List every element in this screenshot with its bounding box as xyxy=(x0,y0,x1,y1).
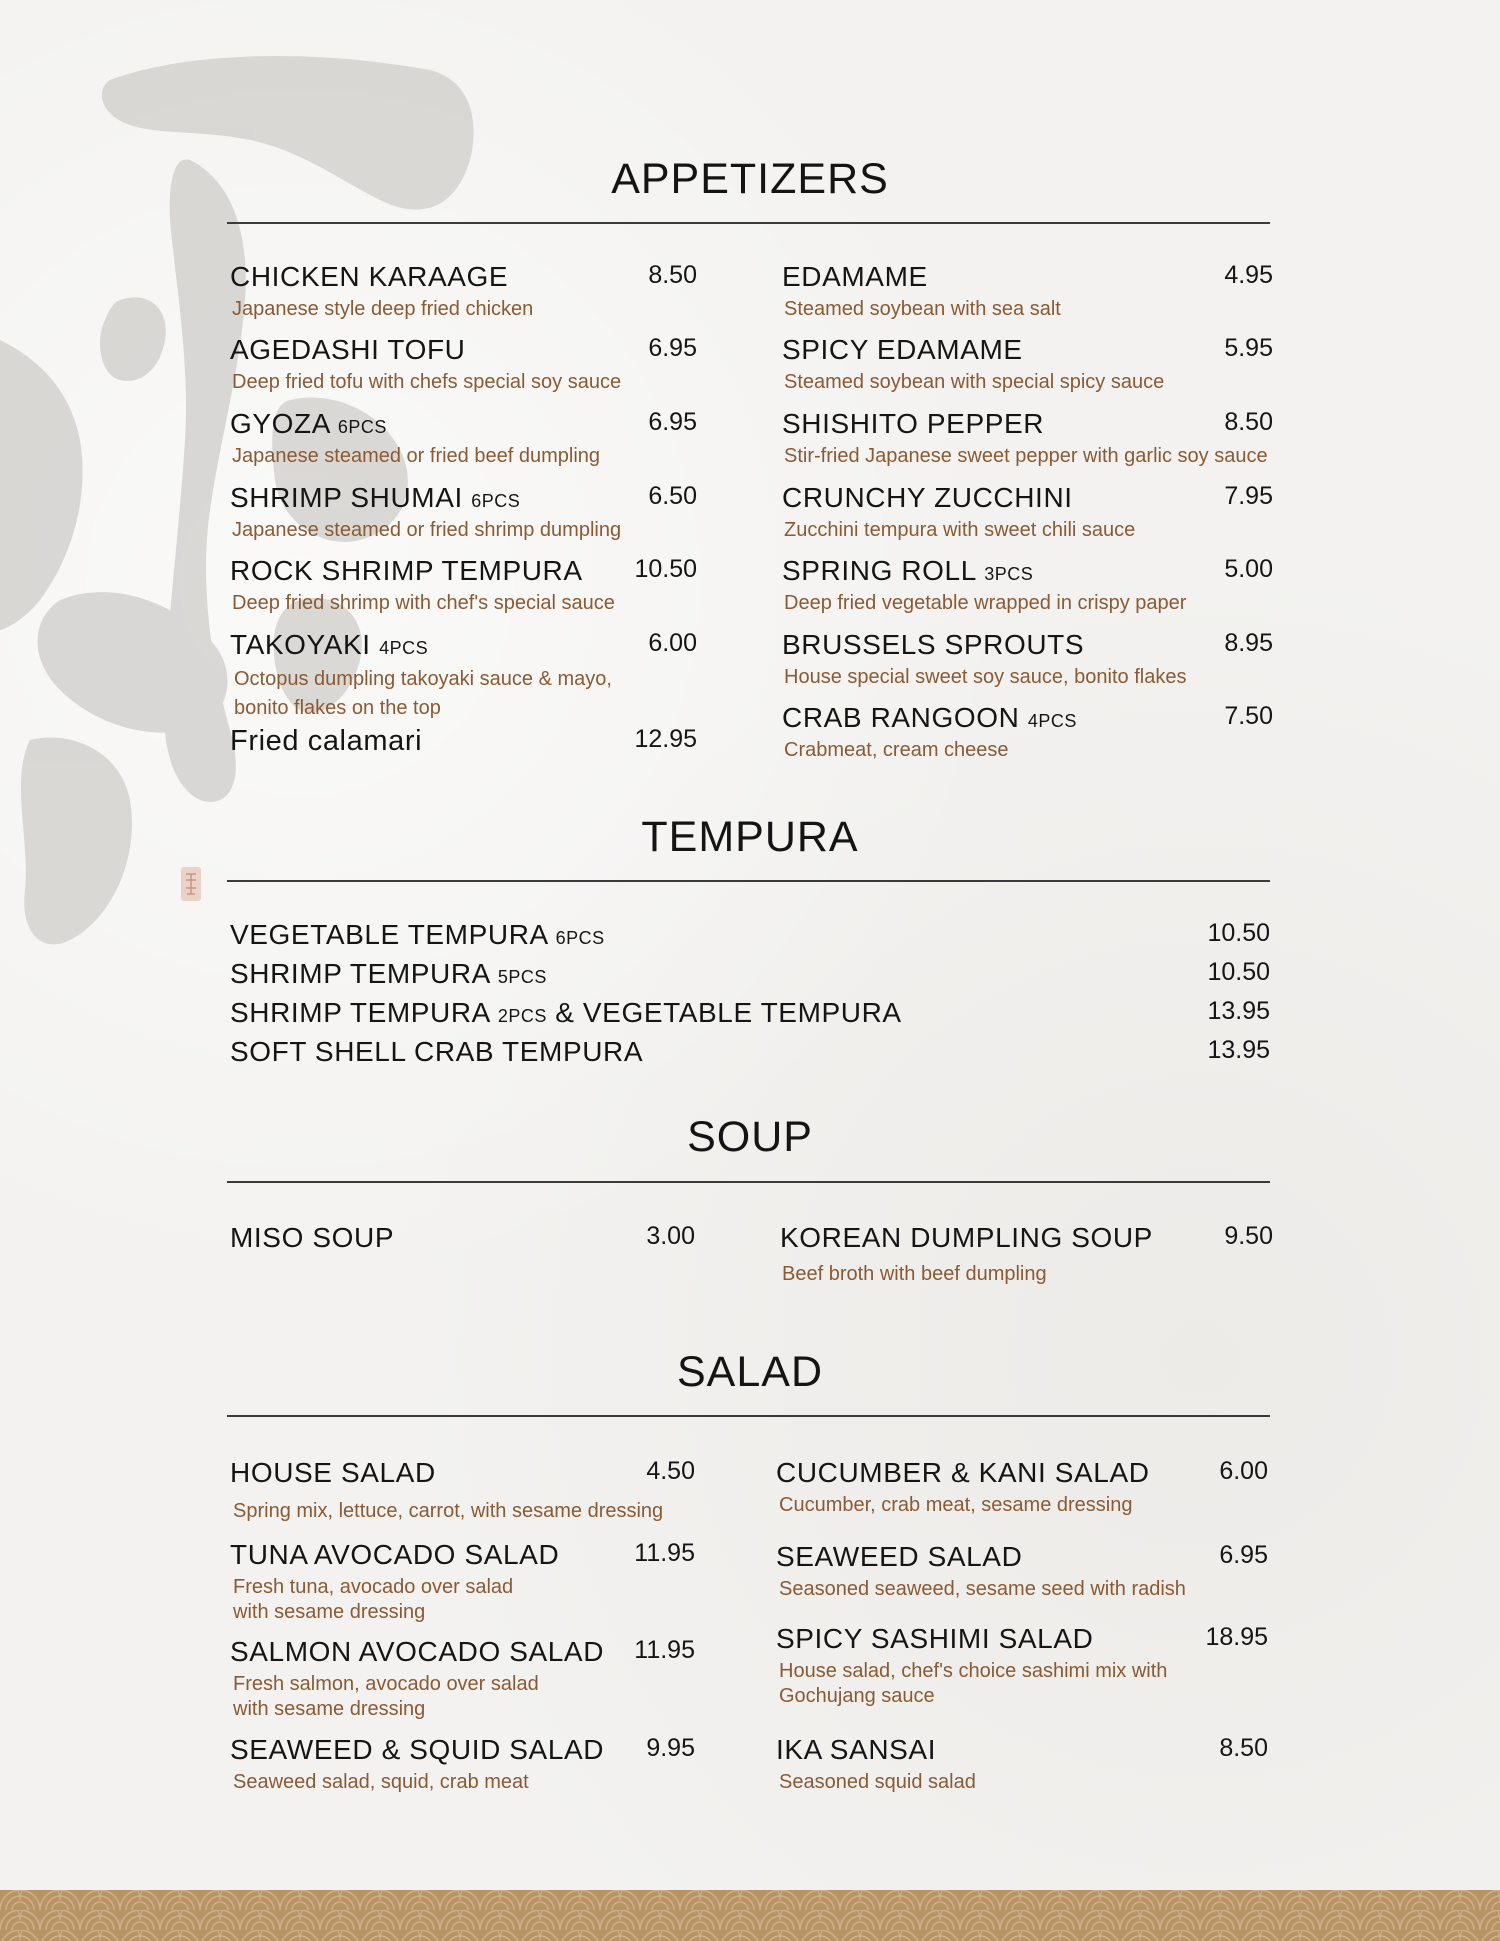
item-price: 4.50 xyxy=(646,1457,695,1485)
item-name-text: SEAWEED SALAD xyxy=(776,1541,1023,1572)
item-description: Steamed soybean with special spicy sauce xyxy=(784,371,1165,393)
item-description: Deep fried vegetable wrapped in crispy paper xyxy=(784,592,1187,614)
section-title-salad: SALAD xyxy=(676,1348,823,1396)
item-name xyxy=(230,919,605,951)
item-name xyxy=(776,1457,1150,1489)
item-price: 18.95 xyxy=(1205,1623,1268,1651)
item-description: Beef broth with beef dumpling xyxy=(782,1263,1047,1285)
item-price: 6.95 xyxy=(648,334,697,362)
item-quantity: 3PCS xyxy=(984,564,1034,584)
item-description: Cucumber, crab meat, sesame dressing xyxy=(779,1494,1133,1516)
item-quantity: 5PCS xyxy=(497,967,547,987)
item-name-text: CRUNCHY ZUCCHINI xyxy=(782,482,1073,513)
item-description: Crabmeat, cream cheese xyxy=(784,739,1009,761)
item-price: 8.50 xyxy=(1219,1734,1268,1762)
item-name-text: AGEDASHI TOFU xyxy=(230,334,466,365)
item-name-text: CUCUMBER & KANI SALAD xyxy=(776,1457,1150,1488)
item-name xyxy=(230,997,902,1029)
item-name-text: BRUSSELS SPROUTS xyxy=(782,629,1085,660)
menu-item-rock-shrimp-tempura xyxy=(230,555,697,616)
menu-item-shrimp-shumai xyxy=(230,482,697,543)
wave-pattern-band xyxy=(0,1890,1500,1941)
item-name-text: VEGETABLE TEMPURA xyxy=(230,919,548,950)
item-name xyxy=(230,1036,643,1068)
item-price: 8.50 xyxy=(1224,408,1273,436)
item-quantity: 6PCS xyxy=(555,928,605,948)
item-description: Deep fried shrimp with chef's special sauce xyxy=(232,592,615,614)
item-price: 12.95 xyxy=(634,725,697,753)
item-name xyxy=(780,1222,1153,1254)
item-price: 6.00 xyxy=(648,629,697,657)
item-name-text: SHRIMP SHUMAI xyxy=(230,482,463,513)
item-name xyxy=(230,1539,559,1571)
item-name xyxy=(776,1623,1093,1655)
section-title-appetizers: APPETIZERS xyxy=(611,155,889,203)
menu-item-spring-roll xyxy=(782,555,1273,616)
item-name-text: TAKOYAKI xyxy=(230,629,371,660)
item-name-text: SHRIMP TEMPURA xyxy=(230,997,490,1028)
item-name xyxy=(776,1541,1022,1573)
item-quantity: 6PCS xyxy=(337,417,387,437)
tempura-item-4 xyxy=(230,1036,1270,1072)
menu-item-crunchy-zucchini xyxy=(782,482,1273,543)
menu-item-salmon-avocado-salad xyxy=(230,1636,695,1722)
item-description: Japanese steamed or fried shrimp dumpling xyxy=(232,519,622,541)
appetizers-divider xyxy=(227,222,1270,224)
menu-item-spicy-sashimi-salad xyxy=(776,1623,1268,1709)
item-description: Deep fried tofu with chefs special soy sauce xyxy=(232,371,622,393)
item-price: 10.50 xyxy=(634,555,697,583)
item-price: 10.50 xyxy=(1207,958,1270,986)
item-description: Zucchini tempura with sweet chili sauce xyxy=(784,519,1136,541)
item-description: Steamed soybean with sea salt xyxy=(784,298,1061,320)
item-quantity: 4PCS xyxy=(1027,711,1077,731)
menu-item-house-salad xyxy=(230,1457,695,1524)
item-description: Japanese steamed or fried beef dumpling xyxy=(232,445,601,467)
soup-divider xyxy=(227,1181,1270,1183)
item-price: 3.00 xyxy=(646,1222,695,1250)
seal-stamp xyxy=(180,866,202,902)
item-name-text: GYOZA xyxy=(230,408,330,439)
item-price: 11.95 xyxy=(634,1539,695,1567)
item-price: 4.95 xyxy=(1224,261,1273,289)
salad-divider xyxy=(227,1415,1270,1417)
item-name-text: SPICY EDAMAME xyxy=(782,334,1023,365)
item-price: 8.50 xyxy=(648,261,697,289)
section-title-tempura: TEMPURA xyxy=(641,813,859,861)
menu-item-korean-dumpling-soup xyxy=(780,1222,1273,1287)
tempura-item-2 xyxy=(230,958,1270,994)
item-price: 6.95 xyxy=(648,408,697,436)
menu-item-seaweed-and-squid-salad xyxy=(230,1734,695,1795)
item-name-text: SEAWEED & SQUID SALAD xyxy=(230,1734,605,1765)
item-name xyxy=(230,1457,436,1489)
item-name xyxy=(782,408,1044,440)
item-price: 11.95 xyxy=(634,1636,695,1664)
item-name-text: SHRIMP TEMPURA xyxy=(230,958,490,989)
item-name-text: Fried calamari xyxy=(230,725,423,757)
item-name-text: SPICY SASHIMI SALAD xyxy=(776,1623,1094,1654)
tempura-item-1 xyxy=(230,919,1270,955)
menu-item-chicken-karaage xyxy=(230,261,697,322)
item-description: House special sweet soy sauce, bonito flakes xyxy=(784,666,1187,688)
item-name xyxy=(782,629,1084,661)
item-price: 5.95 xyxy=(1224,334,1273,362)
item-name xyxy=(230,555,583,587)
item-name-text: HOUSE SALAD xyxy=(230,1457,436,1488)
item-description: Seasoned squid salad xyxy=(779,1771,976,1793)
item-quantity: 2PCS xyxy=(497,1006,547,1026)
item-description: Seasoned seaweed, sesame seed with radish xyxy=(779,1578,1186,1600)
item-description: Stir-fried Japanese sweet pepper with garlic soy sauce xyxy=(784,445,1268,467)
item-name-text: EDAMAME xyxy=(782,261,928,292)
item-description: Japanese style deep fried chicken xyxy=(232,298,534,320)
item-name xyxy=(782,334,1023,366)
item-price: 6.00 xyxy=(1219,1457,1268,1485)
item-price: 9.95 xyxy=(646,1734,695,1762)
item-name xyxy=(230,1734,604,1766)
menu-item-miso-soup xyxy=(230,1222,695,1258)
item-name-suffix: & VEGETABLE TEMPURA xyxy=(555,997,902,1028)
item-price: 13.95 xyxy=(1207,997,1270,1025)
item-description: Octopus dumpling takoyaki sauce & mayo, xyxy=(234,668,612,690)
item-description: with sesame dressing xyxy=(233,1698,426,1720)
item-description: with sesame dressing xyxy=(233,1601,426,1623)
item-name-text: SPRING ROLL xyxy=(782,555,976,586)
menu-item-takoyaki xyxy=(230,629,697,723)
item-description: Seaweed salad, squid, crab meat xyxy=(233,1771,529,1793)
item-name xyxy=(776,1734,936,1766)
item-name-text: MISO SOUP xyxy=(230,1222,395,1253)
item-name xyxy=(230,482,520,514)
item-quantity: 4PCS xyxy=(379,638,429,658)
item-name xyxy=(230,408,387,440)
item-price: 7.50 xyxy=(1224,702,1273,730)
item-name xyxy=(230,1636,604,1668)
item-price: 8.95 xyxy=(1224,629,1273,657)
menu-item-seaweed-salad xyxy=(776,1541,1268,1602)
item-name-text: CRAB RANGOON xyxy=(782,702,1020,733)
item-description: bonito flakes on the top xyxy=(234,697,441,719)
item-name-text: SHISHITO PEPPER xyxy=(782,408,1045,439)
menu-item-agedashi-tofu xyxy=(230,334,697,395)
item-name xyxy=(782,261,928,293)
item-price: 5.00 xyxy=(1224,555,1273,583)
item-name xyxy=(230,958,547,990)
item-name xyxy=(230,629,428,661)
menu-item-tuna-avocado-salad xyxy=(230,1539,695,1625)
section-title-soup: SOUP xyxy=(687,1113,813,1161)
item-name-text: CHICKEN KARAAGE xyxy=(230,261,509,292)
tempura-divider xyxy=(227,880,1270,882)
item-description: House salad, chef's choice sashimi mix with xyxy=(779,1660,1168,1682)
item-description: Fresh tuna, avocado over salad xyxy=(233,1576,514,1598)
menu-item-brussels-sprouts xyxy=(782,629,1273,690)
item-name xyxy=(230,725,422,758)
menu-item-ika-sansai xyxy=(776,1734,1268,1795)
item-name-text: IKA SANSAI xyxy=(776,1734,937,1765)
item-name-text: ROCK SHRIMP TEMPURA xyxy=(230,555,583,586)
item-description: Spring mix, lettuce, carrot, with sesame dressing xyxy=(233,1500,664,1522)
item-price: 9.50 xyxy=(1224,1222,1273,1250)
item-price: 13.95 xyxy=(1207,1036,1270,1064)
item-name xyxy=(230,334,465,366)
item-name-text: TUNA AVOCADO SALAD xyxy=(230,1539,560,1570)
item-name-text: SALMON AVOCADO SALAD xyxy=(230,1636,605,1667)
item-price: 6.50 xyxy=(648,482,697,510)
item-name-text: KOREAN DUMPLING SOUP xyxy=(780,1222,1153,1253)
item-name-text: SOFT SHELL CRAB TEMPURA xyxy=(230,1036,644,1067)
menu-item-crab-rangoon xyxy=(782,702,1273,763)
item-name xyxy=(230,261,508,293)
item-name xyxy=(782,482,1073,514)
menu-item-spicy-edamame xyxy=(782,334,1273,395)
item-price: 10.50 xyxy=(1207,919,1270,947)
item-name xyxy=(230,1222,394,1254)
menu-item-fried-calamari xyxy=(230,725,697,761)
item-name xyxy=(782,555,1033,587)
item-price: 7.95 xyxy=(1224,482,1273,510)
tempura-item-3 xyxy=(230,997,1270,1033)
menu-item-cucumber-and-kani-salad xyxy=(776,1457,1268,1518)
item-quantity: 6PCS xyxy=(471,491,521,511)
menu-item-shishito-pepper xyxy=(782,408,1273,469)
item-description: Fresh salmon, avocado over salad xyxy=(233,1673,539,1695)
menu-item-edamame xyxy=(782,261,1273,322)
item-name xyxy=(782,702,1077,734)
menu-item-gyoza xyxy=(230,408,697,469)
item-description: Gochujang sauce xyxy=(779,1685,935,1707)
item-price: 6.95 xyxy=(1219,1541,1268,1569)
